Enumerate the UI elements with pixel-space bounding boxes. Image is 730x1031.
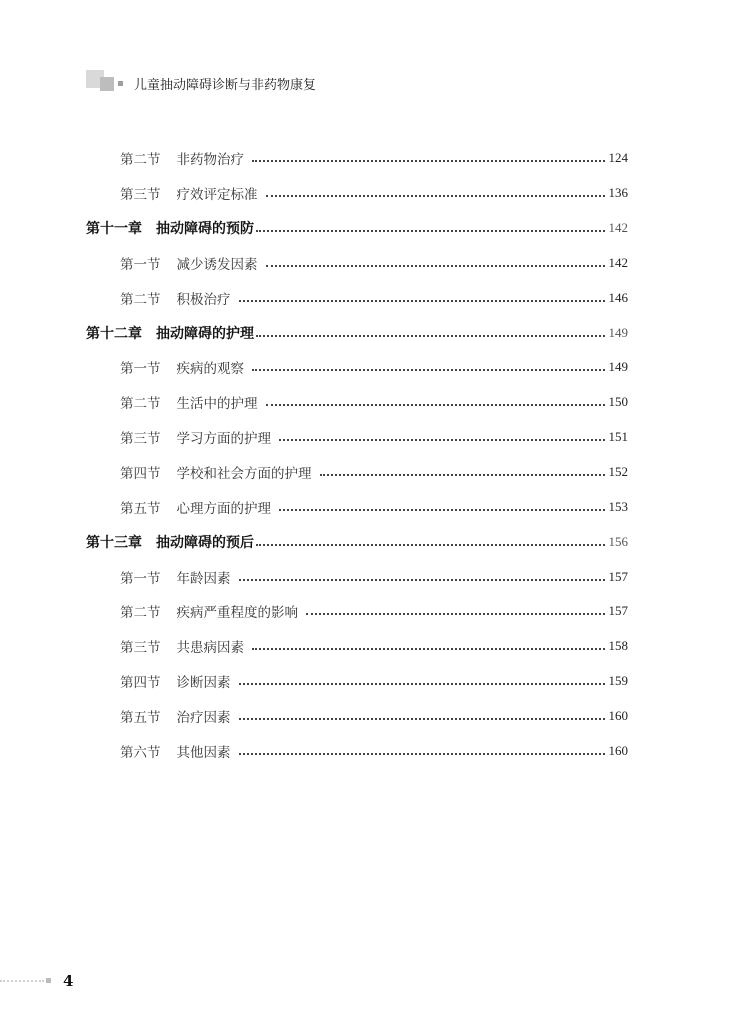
section-title: 非药物治疗 (176, 152, 244, 169)
toc-entry-section (0, 699, 628, 734)
header-decoration-square-medium (100, 77, 114, 91)
dot-leader (266, 265, 605, 267)
section-number: 第三节 (120, 431, 161, 448)
section-number: 第二节 (120, 291, 161, 308)
toc-entry-section (0, 385, 628, 420)
page-number: 4 (63, 972, 74, 990)
page-ref: 149 (608, 324, 628, 340)
section-title: 其他因素 (176, 744, 231, 761)
page-ref: 142 (608, 254, 628, 270)
dot-leader (256, 544, 605, 546)
section-number: 第六节 (120, 744, 161, 761)
dot-leader (266, 404, 605, 406)
chapter-title: 抽动障碍的护理 (156, 325, 254, 342)
section-number: 第二节 (120, 152, 161, 169)
page-ref: 153 (608, 498, 628, 514)
footer-decoration-square (46, 978, 51, 983)
toc-entry-section (0, 420, 628, 455)
dot-leader (266, 195, 605, 197)
page-ref: 150 (608, 394, 628, 410)
page-footer (0, 972, 200, 992)
section-number: 第二节 (120, 605, 161, 622)
page-ref: 160 (608, 707, 628, 723)
section-number: 第三节 (120, 640, 161, 657)
section-title: 学习方面的护理 (176, 431, 271, 448)
section-number: 第四节 (120, 675, 161, 692)
dot-leader (256, 230, 605, 232)
page-ref: 146 (608, 289, 628, 305)
toc-entry-section (0, 594, 628, 629)
section-number: 第五节 (120, 500, 161, 517)
toc-entry-section (0, 559, 628, 594)
section-number: 第二节 (120, 396, 161, 413)
page-ref: 160 (608, 742, 628, 758)
chapter-number: 第十一章 (86, 221, 142, 238)
dot-leader (239, 300, 605, 302)
toc-entry-section (0, 489, 628, 524)
dot-leader (252, 648, 605, 650)
section-title: 疾病严重程度的影响 (176, 605, 298, 622)
section-title: 学校和社会方面的护理 (176, 466, 312, 483)
page-ref: 159 (608, 673, 628, 689)
dot-leader (256, 335, 605, 337)
toc-entry-section (0, 733, 628, 768)
book-title: 儿童抽动障碍诊断与非药物康复 (134, 78, 317, 93)
page-ref: 124 (608, 150, 628, 166)
toc-entry-chapter (0, 211, 628, 246)
section-number: 第一节 (120, 256, 161, 273)
section-title: 共患病因素 (176, 640, 244, 657)
section-title: 疗效评定标准 (176, 187, 258, 204)
toc-entry-section (0, 246, 628, 281)
section-number: 第一节 (120, 570, 161, 587)
dot-leader (279, 439, 605, 441)
page-ref: 156 (608, 533, 628, 549)
dot-leader (320, 474, 605, 476)
dot-leader (306, 613, 605, 615)
page-ref: 157 (608, 603, 628, 619)
chapter-number: 第十三章 (86, 534, 142, 551)
dot-leader (239, 683, 605, 685)
toc-entry-section (0, 280, 628, 315)
table-of-contents (0, 141, 730, 768)
section-title: 积极治疗 (176, 291, 231, 308)
dot-leader (279, 509, 605, 511)
page-ref: 136 (608, 185, 628, 201)
toc-entry-section (0, 176, 628, 211)
dot-leader (252, 160, 605, 162)
section-number: 第五节 (120, 709, 161, 726)
footer-dotted-rule (0, 980, 44, 982)
toc-entry-section (0, 141, 628, 176)
chapter-number: 第十二章 (86, 325, 142, 342)
header-decoration-square-small (118, 81, 123, 86)
page-ref: 151 (608, 429, 628, 445)
section-number: 第三节 (120, 187, 161, 204)
chapter-title: 抽动障碍的预后 (156, 534, 254, 551)
running-header (86, 70, 386, 94)
page-ref: 158 (608, 638, 628, 654)
page-ref: 152 (608, 464, 628, 480)
page-ref: 157 (608, 568, 628, 584)
section-title: 诊断因素 (176, 675, 231, 692)
dot-leader (252, 369, 605, 371)
section-title: 减少诱发因素 (176, 256, 258, 273)
section-number: 第一节 (120, 361, 161, 378)
section-title: 生活中的护理 (176, 396, 258, 413)
section-title: 疾病的观察 (176, 361, 244, 378)
dot-leader (239, 718, 605, 720)
section-title: 治疗因素 (176, 709, 231, 726)
toc-entry-chapter (0, 315, 628, 350)
toc-entry-chapter (0, 524, 628, 559)
dot-leader (239, 579, 605, 581)
toc-entry-section (0, 455, 628, 490)
chapter-title: 抽动障碍的预防 (156, 221, 254, 238)
section-number: 第四节 (120, 466, 161, 483)
section-title: 心理方面的护理 (176, 500, 271, 517)
toc-entry-section (0, 350, 628, 385)
section-title: 年龄因素 (176, 570, 231, 587)
page-ref: 149 (608, 359, 628, 375)
toc-entry-section (0, 629, 628, 664)
toc-entry-section (0, 664, 628, 699)
dot-leader (239, 753, 605, 755)
page-ref: 142 (608, 220, 628, 236)
